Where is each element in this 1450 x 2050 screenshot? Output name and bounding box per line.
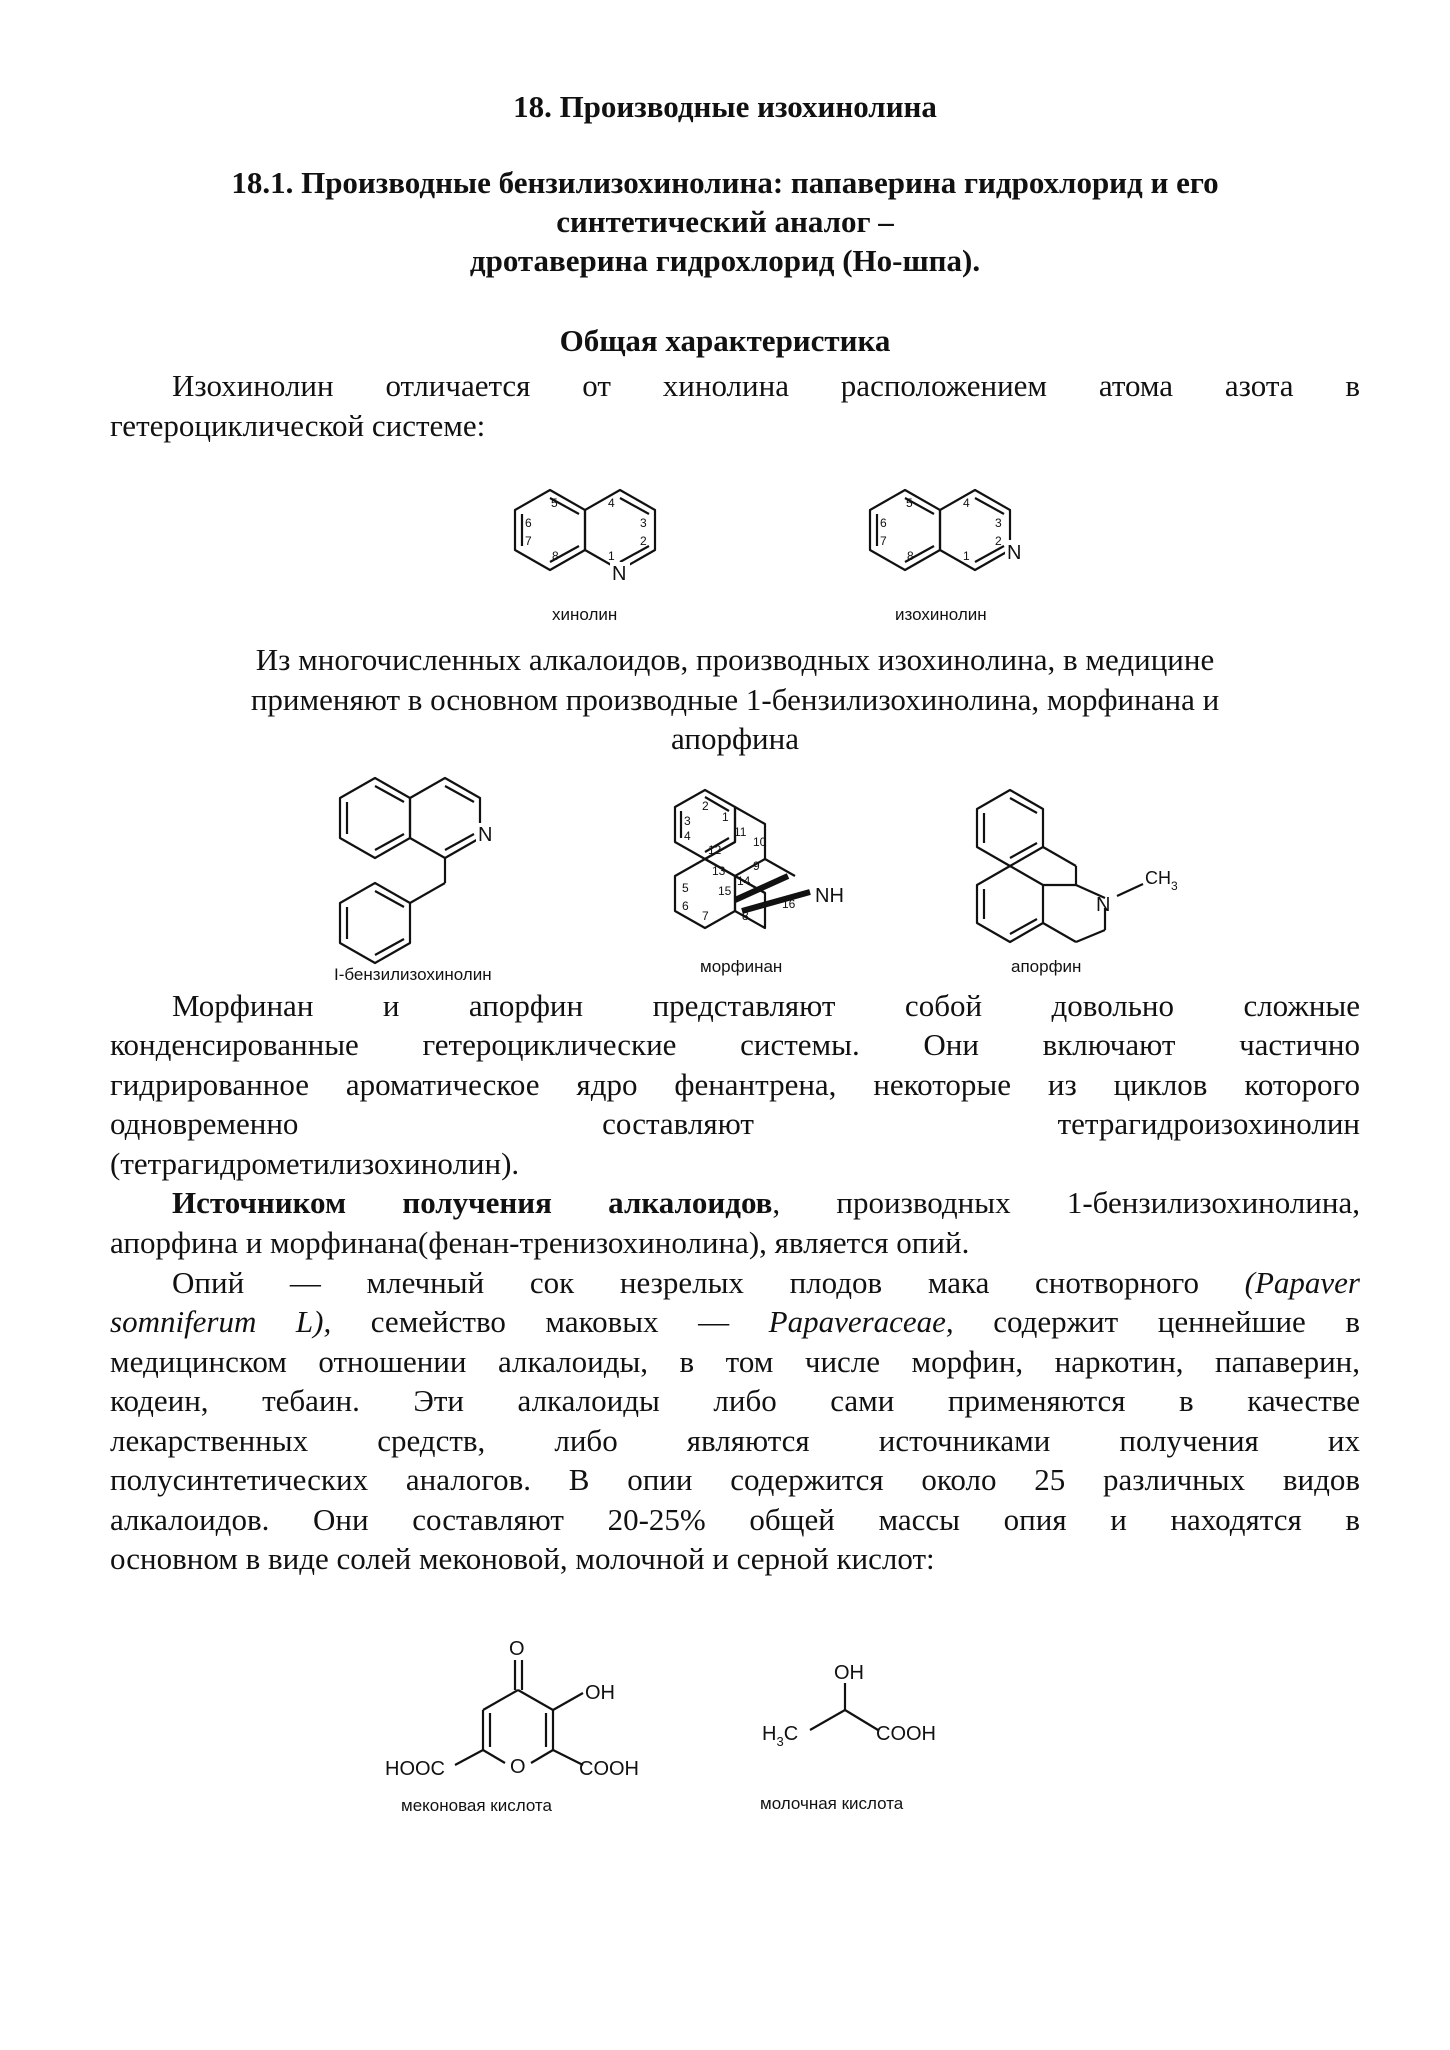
quinoline-num-2: 2	[640, 534, 647, 548]
paragraph-5-line-4: кодеин, тебаин. Эти алкалоиды либо сами применяются в качестве	[110, 1383, 1360, 1418]
isoquinoline-structure	[855, 470, 1075, 645]
aporphine-caption: апорфин	[1011, 957, 1082, 976]
isoquinoline-num-1: 1	[963, 549, 970, 563]
morphinan-num-1: 1	[722, 810, 729, 824]
morphinan-num-11: 11	[734, 825, 747, 839]
subsection-title: Общая характеристика	[559, 323, 891, 358]
paragraph-4-line-1: Источником получения алкалоидов, производных 1-бензилизохинолина,	[172, 1185, 1360, 1220]
quinoline-structure	[500, 470, 720, 645]
lactic-acid-structure	[740, 1625, 1000, 1870]
paragraph-2-line-3: апорфина	[671, 721, 799, 756]
morphinan-num-8: 8	[742, 909, 749, 923]
section-title-line-3: дротаверина гидрохлорид (Но-шпа).	[469, 243, 981, 278]
benzylisoquinoline-atom-n: N	[478, 824, 493, 846]
isoquinoline-num-8: 8	[907, 549, 914, 563]
paragraph-3-line-4: одновременно составляют тетрагидроизохинолин	[110, 1106, 1360, 1141]
morphinan-num-5: 5	[682, 881, 689, 895]
lactic-oh: OH	[834, 1662, 864, 1684]
quinoline-num-8: 8	[552, 549, 559, 563]
chapter-title: 18. Производные изохинолина	[513, 89, 937, 124]
quinoline-atom-n: N	[612, 563, 627, 585]
paragraph-2-line-2: применяют в основном производные 1-бензилизохинолина, морфинана и	[250, 682, 1220, 717]
paragraph-5-line-5: лекарственных средств, либо являются источниками получения их	[110, 1423, 1360, 1458]
aporphine-structure	[965, 780, 1225, 995]
paragraph-3-line-2: конденсированные гетероциклические системы. Они включают частично	[110, 1027, 1360, 1062]
paragraph-3-line-5: (тетрагидрометилизохинолин).	[110, 1146, 520, 1181]
morphinan-num-7: 7	[702, 909, 709, 923]
paragraph-5-line-1: Опий — млечный сок незрелых плодов мака снотворного (Papaver	[172, 1265, 1360, 1300]
quinoline-num-6: 6	[525, 516, 532, 530]
isoquinoline-atom-n: N	[1007, 542, 1022, 564]
paragraph-4-line-2: апорфина и морфинана(фенан-тренизохинолина), является опий.	[110, 1225, 970, 1260]
meconic-acid-structure	[365, 1625, 685, 1870]
paragraph-5-line-8: основном в виде солей меконовой, молочной и серной кислот:	[110, 1541, 935, 1576]
isoquinoline-num-3: 3	[995, 516, 1002, 530]
paragraph-1-line-2: гетероциклической системе:	[110, 408, 486, 443]
lactic-cooh: COOH	[876, 1723, 936, 1745]
quinoline-num-3: 3	[640, 516, 647, 530]
benzylisoquinoline-caption: I-бензилизохинолин	[334, 965, 492, 984]
isoquinoline-num-7: 7	[880, 534, 887, 548]
morphinan-num-10: 10	[753, 835, 767, 849]
quinoline-num-5: 5	[551, 496, 558, 510]
quinoline-caption: хинолин	[552, 605, 618, 624]
morphinan-num-12: 12	[708, 843, 722, 857]
paragraph-5-line-7: алкалоидов. Они составляют 20-25% общей массы опия и находятся в	[110, 1502, 1360, 1537]
lactic-h3c: $H_3C$	[762, 1723, 799, 1749]
quinoline-num-1: 1	[608, 549, 615, 563]
morphinan-num-6: 6	[682, 899, 689, 913]
paragraph-3-line-1: Морфинан и апорфин представляют собой довольно сложные	[172, 988, 1360, 1023]
isoquinoline-num-5: 5	[906, 496, 913, 510]
morphinan-caption: морфинан	[700, 957, 783, 976]
morphinan-num-4: 4	[684, 829, 691, 843]
quinoline-num-7: 7	[525, 534, 532, 548]
morphinan-num-9: 9	[753, 859, 760, 873]
morphinan-num-14: 14	[737, 874, 751, 888]
meconic-oh: OH	[585, 1682, 615, 1704]
paragraph-5-line-2: somniferum L), семейство маковых — Papaveraceae, содержит ценнейшие в	[110, 1304, 1360, 1339]
isoquinoline-caption: изохинолин	[895, 605, 987, 624]
isoquinoline-num-2: 2	[995, 534, 1002, 548]
paragraph-1-line-1: Изохинолин отличается от хинолина расположением атома азота в	[172, 368, 1360, 403]
benzylisoquinoline-structure	[330, 768, 570, 993]
morphinan-num-13: 13	[712, 864, 726, 878]
morphinan-structure	[660, 780, 900, 995]
paragraph-2-line-1: Из многочисленных алкалоидов, производных изохинолина, в медицине	[255, 642, 1215, 677]
paragraph-5-line-3: медицинском отношении алкалоиды, в том числе морфин, наркотин, папаверин,	[110, 1344, 1360, 1379]
meconic-hooc: HOOC	[385, 1758, 445, 1780]
section-title-line-2: синтетический аналог –	[556, 204, 894, 239]
meconic-caption: меконовая кислота	[401, 1796, 552, 1815]
lactic-caption: молочная кислота	[760, 1794, 904, 1813]
meconic-cooh: COOH	[579, 1758, 639, 1780]
morphinan-num-15: 15	[718, 884, 732, 898]
morphinan-atom-nh: NH	[815, 885, 844, 907]
aporphine-atom-n: N	[1096, 894, 1111, 916]
morphinan-num-2: 2	[702, 799, 709, 813]
isoquinoline-num-4: 4	[963, 496, 970, 510]
morphinan-num-3: 3	[684, 814, 691, 828]
meconic-o-top: O	[509, 1638, 525, 1660]
aporphine-methyl: $CH_3$	[1145, 868, 1178, 893]
paragraph-3-line-3: гидрированное ароматическое ядро фенантрена, некоторые из циклов которого	[110, 1067, 1360, 1102]
isoquinoline-num-6: 6	[880, 516, 887, 530]
section-title-line-1: 18.1. Производные бензилизохинолина: папаверина гидрохлорид и его	[231, 165, 1219, 200]
quinoline-num-4: 4	[608, 496, 615, 510]
meconic-o-ring: O	[510, 1756, 526, 1778]
paragraph-5-line-6: полусинтетических аналогов. В опии содержится около 25 различных видов	[110, 1462, 1360, 1497]
morphinan-num-16: 16	[782, 897, 796, 911]
